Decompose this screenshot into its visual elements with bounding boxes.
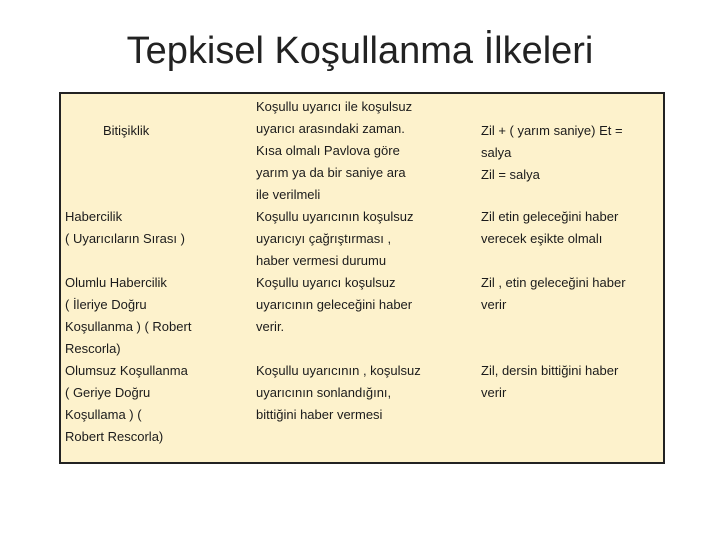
principle-habercilik: Habercilik ( Uyarıcıların Sırası ) bbox=[65, 209, 185, 246]
example-habercilik: Zil etin geleceğini haber verecek eşikte olmalı bbox=[481, 209, 619, 246]
principle-olumsuz-kosullanma: Olumsuz Koşullanma ( Geriye Doğru Koşullama ) ( Robert Rescorla) bbox=[65, 363, 188, 444]
description-bitisiklik: Koşullu uyarıcı ile koşulsuz uyarıcı arasındaki zaman. Kısa olmalı Pavlova göre yarım ya da bir saniye ara ile verilmeli bbox=[256, 99, 413, 202]
principle-olumlu-habercilik: Olumlu Habercilik ( İleriye Doğru Koşullanma ) ( Robert Rescorla) bbox=[65, 275, 192, 356]
principle-bitisiklik: Bitişiklik bbox=[103, 123, 150, 138]
principles-table bbox=[59, 92, 665, 464]
description-olumlu-habercilik: Koşullu uyarıcı koşulsuz uyarıcının geleceğini haber verir. bbox=[256, 275, 413, 334]
example-bitisiklik: Zil + ( yarım saniye) Et = salya Zil = salya bbox=[481, 123, 623, 182]
description-habercilik: Koşullu uyarıcının koşulsuz uyarıcıyı çağrıştırması , haber vermesi durumu bbox=[256, 209, 414, 268]
page-title: Tepkisel Koşullanma İlkeleri bbox=[126, 30, 594, 72]
example-olumlu-habercilik: Zil , etin geleceğini haber verir bbox=[481, 275, 626, 312]
description-olumsuz-kosullanma: Koşullu uyarıcının , koşulsuz uyarıcının sonlandığını, bittiğini haber vermesi bbox=[256, 363, 421, 422]
example-olumsuz-kosullanma: Zil, dersin bittiğini haber verir bbox=[481, 363, 619, 400]
